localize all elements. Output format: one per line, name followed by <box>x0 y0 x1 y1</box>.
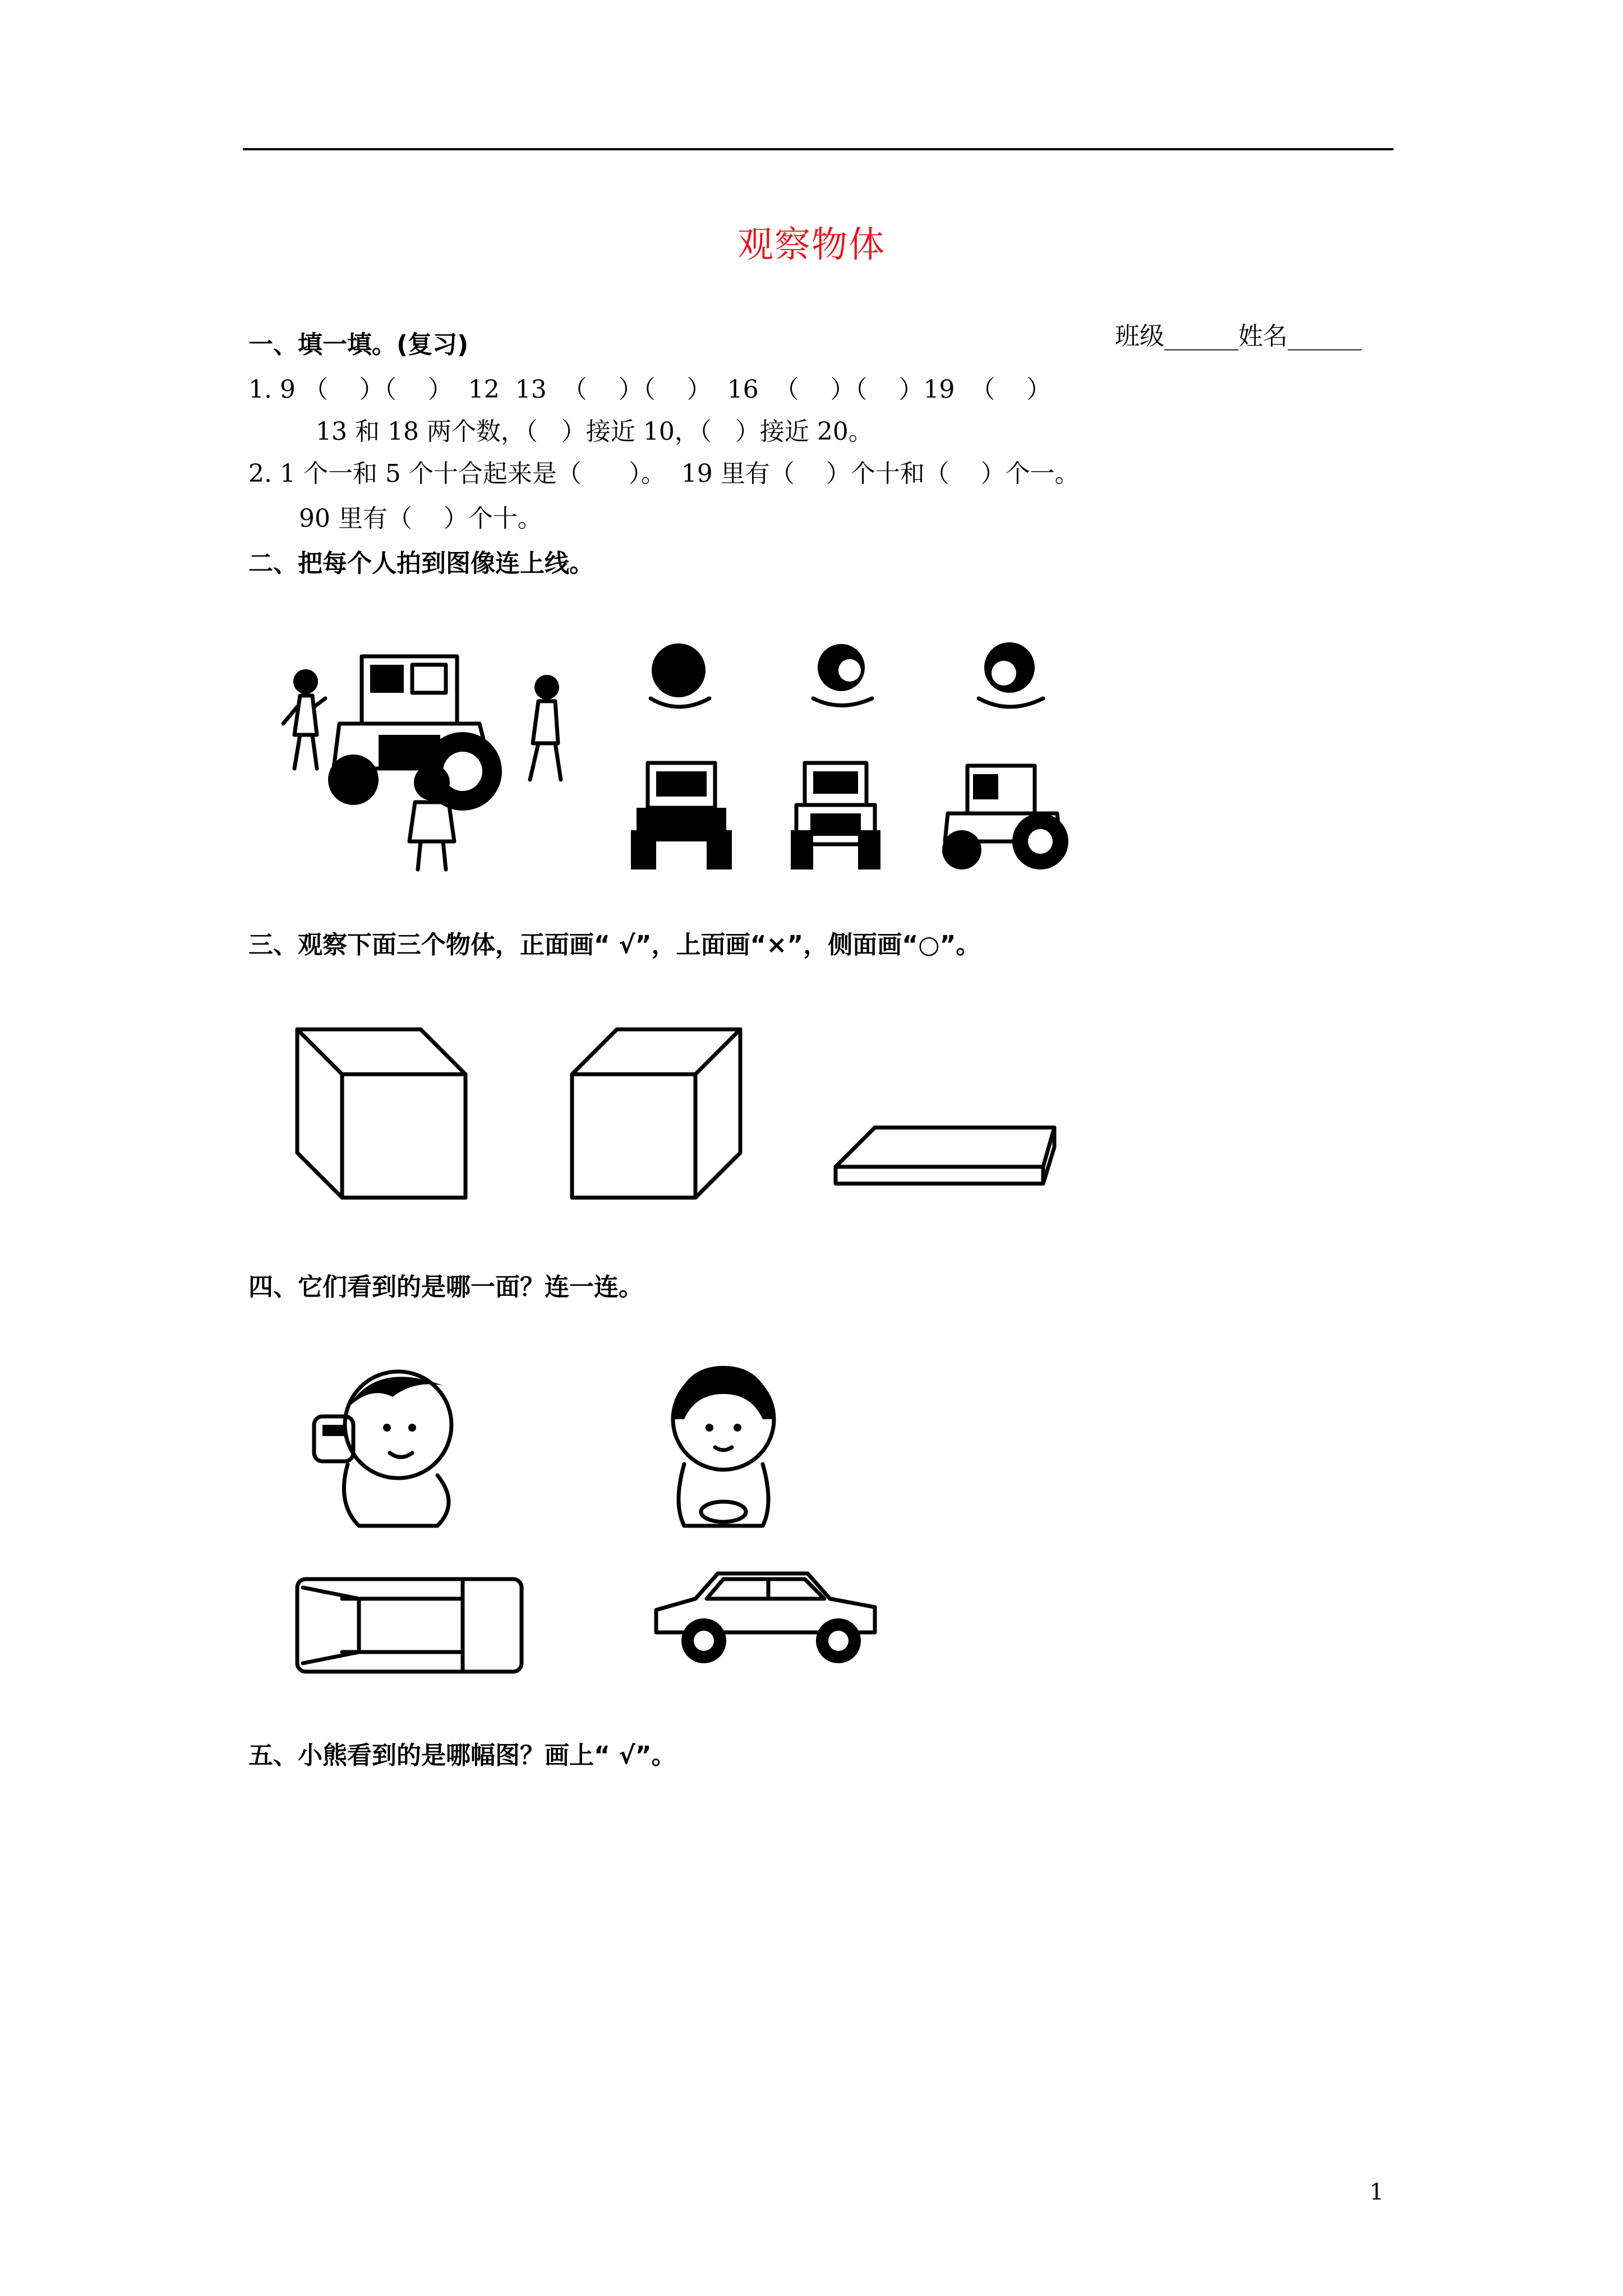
q1-line2[interactable]: 13 和 18 两个数，（ ）接近 10，（ ）接近 20。 <box>316 417 873 446</box>
cube-left-icon <box>297 1029 465 1198</box>
photo-person-3-icon <box>979 642 1043 707</box>
class-label: 班级 <box>1114 322 1164 351</box>
boy-right-icon <box>530 675 561 780</box>
boy-left-icon <box>283 669 325 769</box>
solids-figure <box>292 1024 1066 1209</box>
boy-holding-car-icon <box>314 1372 451 1526</box>
photo-tractor-front-2-icon <box>791 763 880 869</box>
photo-tractor-front-icon <box>631 763 732 869</box>
section5-heading: 五、小熊看到的是哪幅图？画上“ √”。 <box>248 1741 676 1770</box>
section4-heading: 四、它们看到的是哪一面？连一连。 <box>248 1273 643 1301</box>
section1-heading: 一、填一填。(复习) <box>248 330 469 359</box>
flat-slab-icon <box>836 1128 1054 1184</box>
people-photos <box>639 637 1077 726</box>
photo-person-2-icon <box>813 644 872 706</box>
section3-heading: 三、观察下面三个物体，正面画“ √”，上面画“×”，侧面画“○”。 <box>248 931 981 959</box>
class-blank[interactable]: ______ <box>1164 322 1238 351</box>
q2-line2[interactable]: 90 里有（ ）个十。 <box>299 504 542 533</box>
page-title: 观察物体 <box>737 224 886 266</box>
tractor-scene <box>278 639 575 875</box>
q1-line1[interactable]: 1. 9 （ ）（ ） 12 13 （ ）（ ） 16 （ ）（ ）19 （ ） <box>248 375 1052 404</box>
cube-right-icon <box>572 1029 740 1198</box>
car-top-view-icon <box>297 1579 522 1672</box>
tractor-photos <box>625 757 1074 875</box>
name-label: 姓名 <box>1238 322 1288 351</box>
girl-holding-car-icon <box>673 1366 774 1526</box>
girl-back-icon <box>409 765 454 869</box>
photo-person-1-icon <box>651 643 709 707</box>
student-info <box>1099 286 1362 353</box>
section2-heading: 二、把每个人拍到图像连上线。 <box>248 549 594 578</box>
page-number: 1 <box>1370 2179 1384 2205</box>
q2-line1[interactable]: 2. 1 个一和 5 个十合起来是（ ）。 19 里有（ ）个十和（ ）个一。 <box>248 459 1080 488</box>
car-side-view-icon <box>656 1573 875 1663</box>
name-blank[interactable]: ______ <box>1287 322 1362 351</box>
section4-figure <box>292 1363 903 1688</box>
top-rule <box>243 148 1394 150</box>
photo-tractor-side-icon <box>942 766 1068 869</box>
